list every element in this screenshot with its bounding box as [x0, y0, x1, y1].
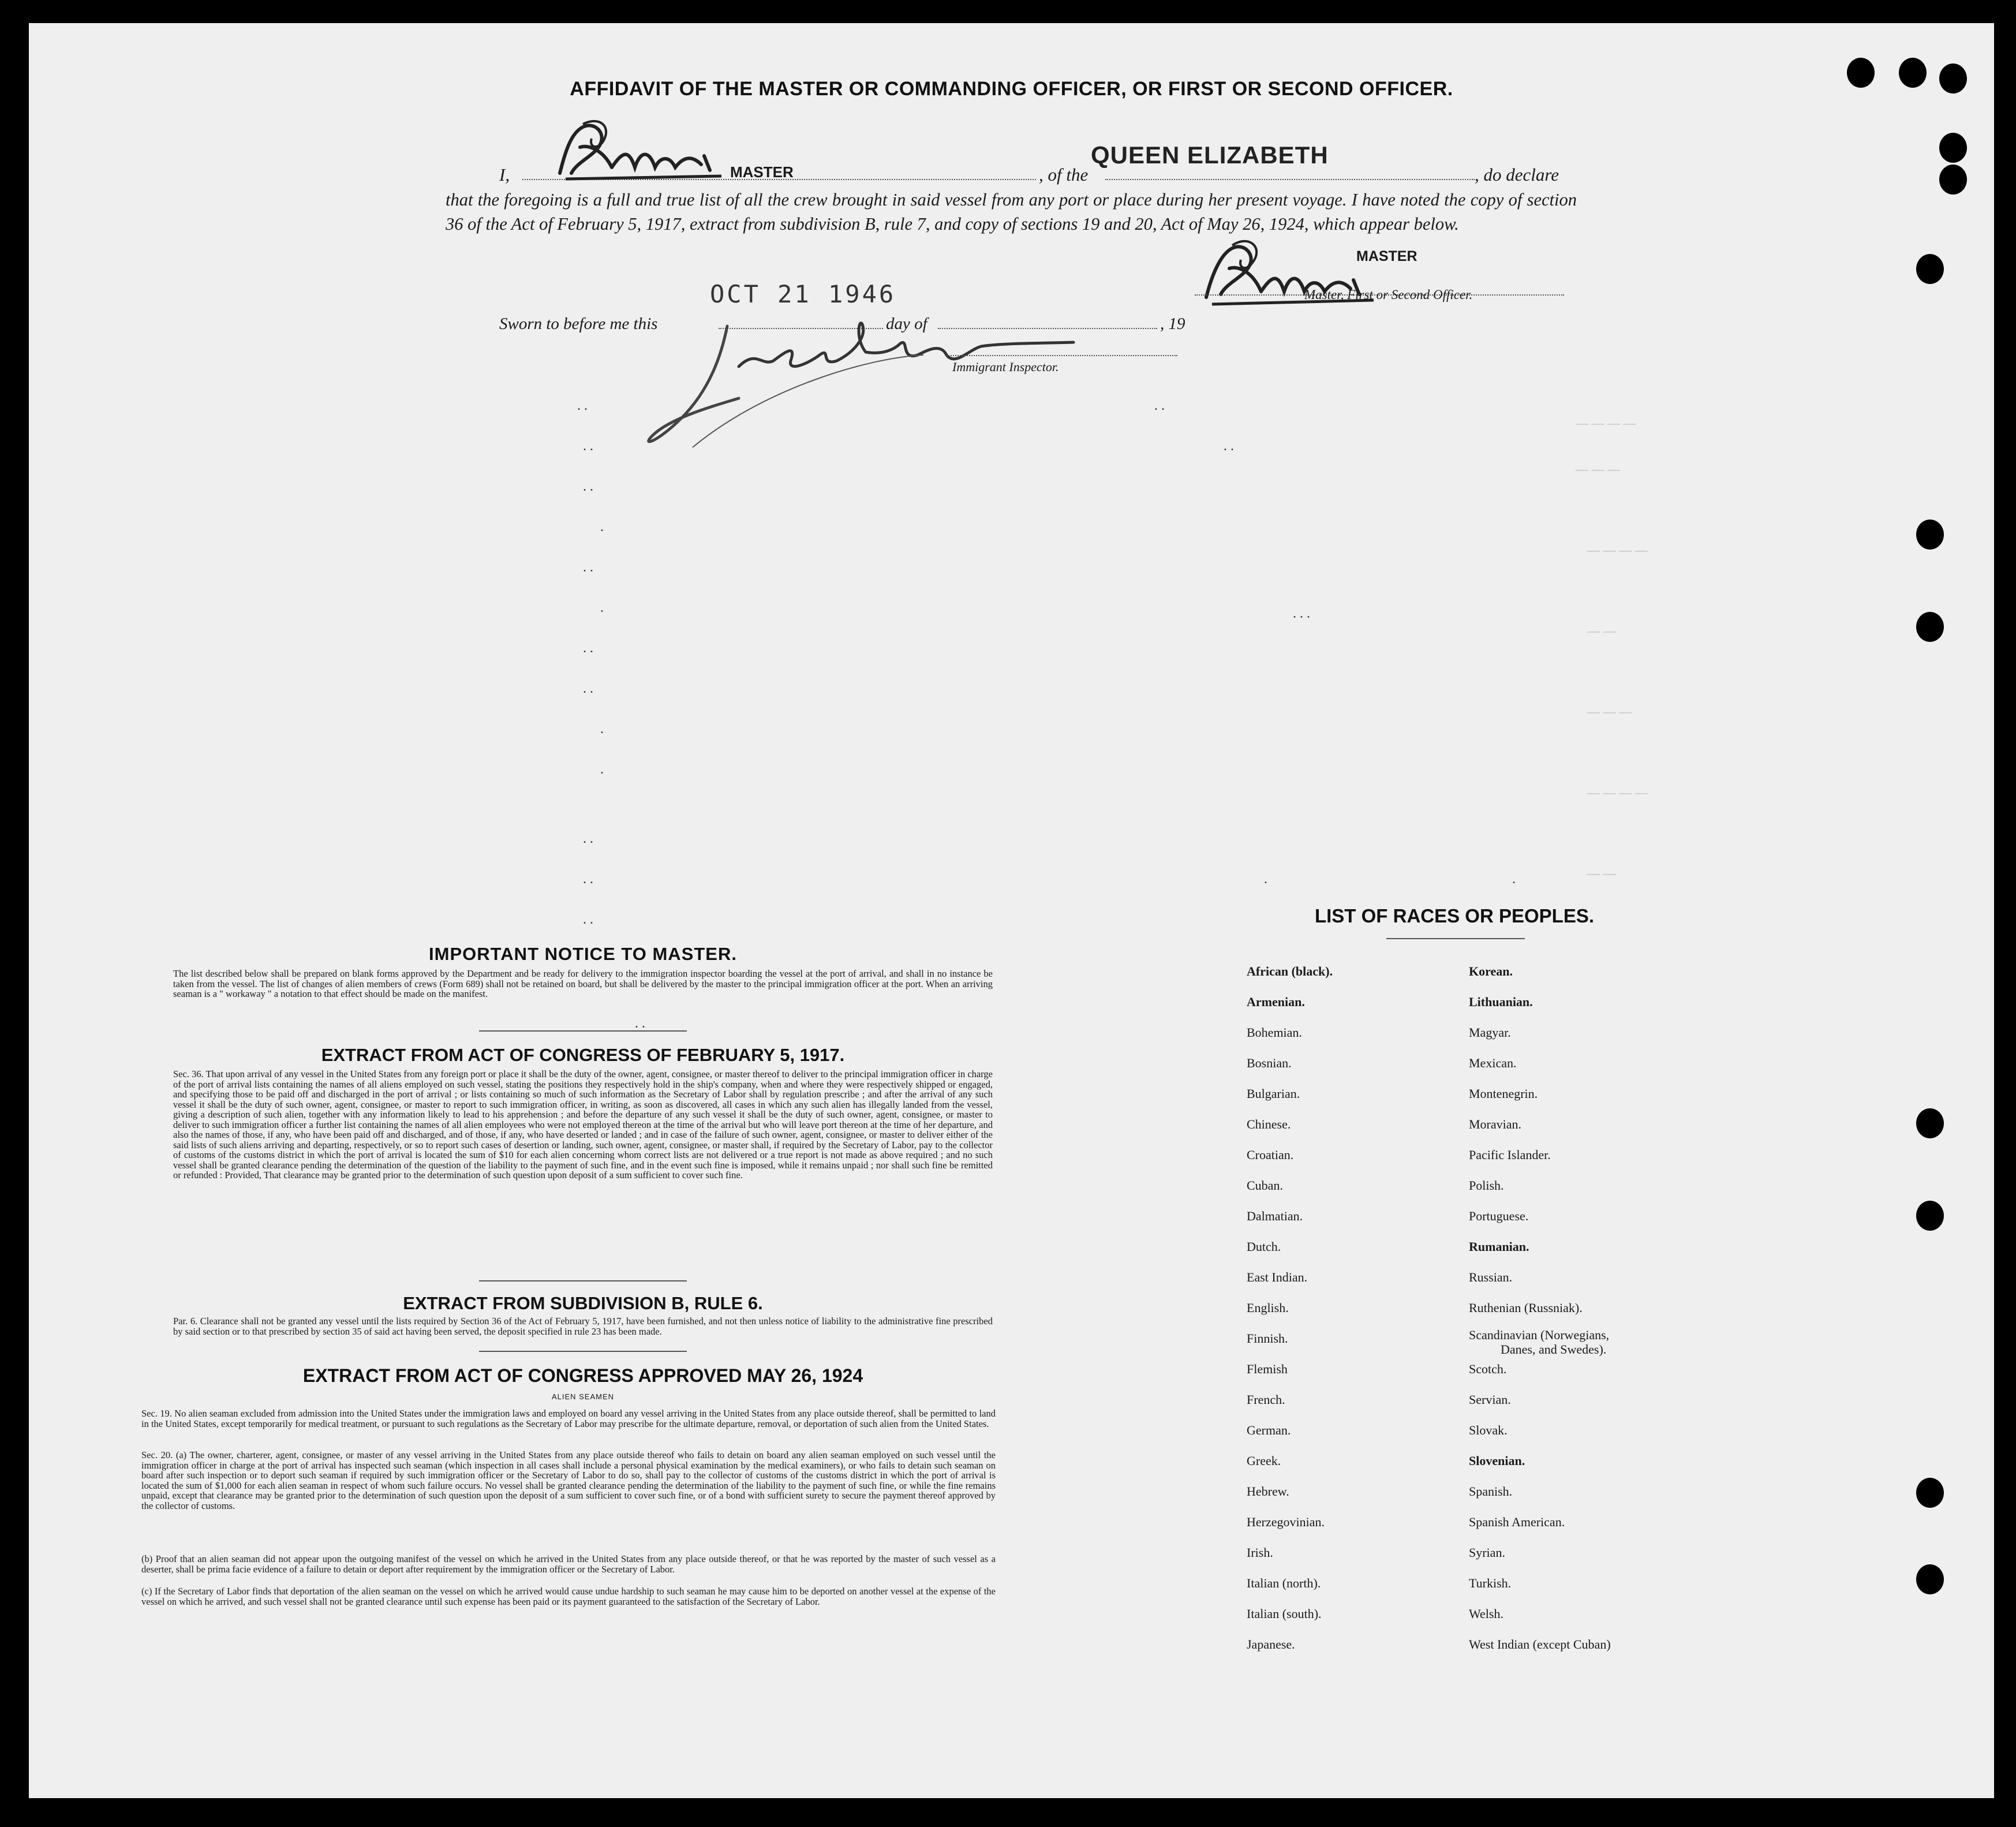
race-item: Turkish. — [1469, 1576, 1512, 1590]
punch-hole — [1916, 1564, 1944, 1594]
race-item: Slovak. — [1469, 1423, 1508, 1437]
race-item: Japanese. — [1247, 1637, 1295, 1652]
extract-1924-subtitle: ALIEN SEAMEN — [551, 1392, 615, 1401]
punch-hole — [1916, 520, 1944, 550]
race-item: Korean. — [1469, 964, 1513, 978]
race-item: Spanish American. — [1469, 1515, 1565, 1529]
stray-mark: . . — [1154, 398, 1165, 413]
punch-hole — [1916, 1201, 1944, 1231]
year-label: , 19 — [1160, 315, 1185, 333]
affidavit-body: that the foregoing is a full and true list of all the crew brought in said vessel from any port or place during her present voyage. I have noted the copy of section 36 of the Act of February 5, 1917, extract from subdivision B, rule 7, and copy of sections 19 and 20, Act of May 26, 1924, which appear below. — [446, 190, 1577, 234]
race-item: Magyar. — [1469, 1025, 1511, 1040]
race-item: East Indian. — [1247, 1270, 1308, 1284]
extract-1924-sec20c: (c) If the Secretary of Labor finds that deportation of the alien seaman on the vessel on which he arrived would cause undue hardship to such seaman he may cause him to be deported on another vessel at the expense of the vessel on which he arrived, and such vessel shall not be granted clearance until such expense has been paid or its payment guaranteed to the satisfaction of the Secretary of Labor. — [141, 1586, 996, 1607]
punch-hole — [1899, 58, 1927, 88]
day-of-label: day of — [886, 315, 927, 333]
bleed-through-text: — — — — — [1576, 416, 1636, 430]
extract-rule6-body: Par. 6. Clearance shall not be granted any vessel until the lists required by Section 36 of the Act of February 5, 1917, have been furnished, and not then unless notice of liability to the administrative fine prescribed by said section or to that prescribed by section 35 of said act having been served, the deposit specified in rule 23 has been made. — [173, 1316, 993, 1337]
race-item: Hebrew. — [1247, 1484, 1289, 1499]
stray-mark: . — [1264, 872, 1267, 887]
inspector-line — [947, 355, 1177, 356]
date-stamp: OCT 21 1946 — [710, 280, 896, 308]
stray-mark: . . — [583, 641, 593, 656]
race-item: Polish. — [1469, 1178, 1504, 1193]
stray-mark: . . — [577, 398, 588, 413]
affidavit-i-label: I, — [499, 165, 510, 185]
divider-3 — [479, 1351, 687, 1352]
of-the-label: , of the — [1039, 165, 1089, 185]
race-item: African (black). — [1247, 964, 1333, 978]
race-item: Bulgarian. — [1247, 1086, 1300, 1101]
race-item: Spanish. — [1469, 1484, 1513, 1499]
punch-hole — [1939, 165, 1967, 195]
inspector-signature — [623, 303, 1102, 459]
extract-1924-title: EXTRACT FROM ACT OF CONGRESS APPROVED MAY 26, 1924 — [302, 1365, 863, 1386]
race-item: Welsh. — [1469, 1606, 1503, 1621]
signer-rank-text: MASTER — [1356, 248, 1417, 264]
race-item: Chinese. — [1247, 1117, 1291, 1131]
bleed-through-text: — — — [1587, 623, 1616, 638]
race-item: Bohemian. — [1247, 1025, 1302, 1040]
notice-body: The list described below shall be prepared on blank forms approved by the Department and be ready for delivery to the immigration inspector boarding the vessel at the port of arrival, and shall in no instance be taken from the vessel. The list of changes of alien members of crews (Form 689) shall not be retained on board, but shall be delivered by the master to the principal immigration officer at the port. When an arriving seaman is a " workaway " a notation to that effect should be made on the manifest. — [173, 968, 993, 999]
race-item: Ruthenian (Russniak). — [1469, 1301, 1583, 1315]
stray-mark: . — [600, 600, 604, 615]
extract-1917-body: Sec. 36. That upon arrival of any vessel in the United States from any foreign port or place it shall be the duty of the owner, agent, consignee, or master thereof to deliver to the principal immigration officer in charge of the port of arrival lists containing the names of all aliens employed on such vessel, stating the positions they respectively hold in the ship's company, when and where they were respectively shipped or engaged, and specifying those to be paid off and discharged in the port of arrival ; or lists containing so much of such information as the Secretary of Labor shall by regulation prescribe ; and after the arrival of any such vessel it shall be the duty of such owner, agent, consignee, or master to report to such immigration officer, in writing, as soon as discovered, all cases in which any such alien has illegally landed from the vessel, giving a description of such alien, together with any information likely to lead to his apprehension ; and before the departure of any such vessel it shall be the duty of such owner, agent, consignee, or master to deliver to such immigration officer a further list containing the names of all alien employees who were not employed thereon at the time of the arrival but who will leave port thereon at the time of her departure, and also the names of those, if any, who have been paid off and discharged, and of those, if any, who have deserted or landed ; and in case of the failure of such owner, agent, consignee, or master to deliver either of the said lists of such aliens arriving and departing, respectively, or so to report such cases of desertion or landing, such owner, agent, consignee, or master shall, if required by the Secretary of Labor, pay to the collector of customs of the customs district in which the port of arrival is located the sum of $10 for each alien concerning whom correct lists are not delivered or a true report is not made as above required ; and no such vessel shall be granted clearance pending the determination of the question of the liability to the payment of such fine, and in the event such fine is imposed, while it remains unpaid ; nor shall such fine be remitted or refunded : Provided, That clearance may be granted prior to the determination of such question upon deposit of a sum sufficient to cover such fine. — [173, 1068, 993, 1180]
stray-mark: . — [600, 520, 604, 535]
extract-1924-sec20a: Sec. 20. (a) The owner, charterer, agent, consignee, or master of any vessel arriving in the United States from any place outside thereof who fails to detain on board any alien seaman employed on such vessel until the immigration officer in charge at the port of arrival has inspected such seaman (which inspection in all cases shall include a personal physical examination by the medical examiners), or who fails to detain such seaman on board after such inspection or to deport such seaman if required by such immigration officer or the Secretary of Labor to do so, shall pay to the collector of customs of the customs district in which the port of arrival is located the sum of $1,000 for each alien seaman in respect of whom such failure occurs. No vessel shall be granted clearance pending the determination of the liability to the payment of such fine, or while the fine remains unpaid, except that clearance may be granted prior to the determination of such question upon the deposit of a sum sufficient to cover such fine, or of a bond with sufficient surety to secure the payment thereof approved by the collector of customs. — [141, 1449, 996, 1511]
stray-mark: . — [600, 762, 604, 777]
master-rank-text: MASTER — [730, 163, 794, 181]
stray-mark: . . — [583, 831, 593, 846]
bleed-through-text: — — — [1587, 866, 1616, 880]
race-item: Moravian. — [1469, 1117, 1522, 1131]
stray-mark: . — [1512, 872, 1516, 887]
bleed-through-text: — — — — — [1587, 543, 1648, 557]
race-item: Slovenian. — [1469, 1454, 1525, 1468]
bleed-through-text: — — — — [1576, 462, 1620, 476]
do-declare-label: , do declare — [1475, 165, 1559, 185]
sworn-label: Sworn to before me this — [499, 315, 658, 333]
race-item: Cuban. — [1247, 1178, 1283, 1193]
extract-rule6-title: EXTRACT FROM SUBDIVISION B, RULE 6. — [403, 1293, 763, 1313]
race-item-continued: Danes, and Swedes). — [1501, 1342, 1607, 1357]
stray-mark: . — [600, 722, 604, 737]
stray-mark: . . — [635, 1016, 645, 1031]
stray-mark: . . — [583, 912, 593, 927]
punch-hole — [1939, 133, 1967, 163]
divider-1 — [479, 1030, 687, 1032]
race-item: Irish. — [1247, 1545, 1273, 1560]
race-item: Mexican. — [1469, 1056, 1517, 1070]
punch-hole — [1939, 63, 1967, 94]
punch-hole — [1916, 1478, 1944, 1508]
signer-caption: Master, First or Second Officer. — [1304, 287, 1473, 302]
race-item: Montenegrin. — [1469, 1086, 1538, 1101]
races-title: LIST OF RACES OR PEOPLES. — [1314, 905, 1595, 926]
race-item: Bosnian. — [1247, 1056, 1292, 1070]
race-item: Servian. — [1469, 1392, 1511, 1407]
punch-hole — [1916, 612, 1944, 642]
race-item: Finnish. — [1247, 1331, 1288, 1346]
stray-mark: . . — [583, 479, 593, 494]
extract-1924-sec20b: (b) Proof that an alien seaman did not appear upon the outgoing manifest of the vessel on which he arrived in the United States from any place outside thereof, or that he was reported by the master of such vessel as a deserter, shall be prima facie evidence of a failure to detain or deport after requirement by the immigration officer or the Secretary of Labor. — [141, 1553, 996, 1575]
divider-2 — [479, 1280, 687, 1281]
ship-name: QUEEN ELIZABETH — [1091, 141, 1329, 169]
stray-mark: . . . — [1293, 606, 1310, 621]
race-item: Lithuanian. — [1469, 995, 1533, 1009]
inspector-caption: Immigrant Inspector. — [952, 360, 1059, 374]
bleed-through-text: — — — — — [1587, 785, 1648, 799]
bleed-through-text: — — — — [1587, 704, 1632, 719]
punch-hole — [1916, 1108, 1944, 1138]
stray-mark: . . — [1224, 439, 1234, 454]
race-item: Dalmatian. — [1247, 1209, 1303, 1223]
race-item: Scotch. — [1469, 1362, 1507, 1376]
race-item: West Indian (except Cuban) — [1469, 1637, 1611, 1652]
race-item: Russian. — [1469, 1270, 1513, 1284]
race-item: English. — [1247, 1301, 1289, 1315]
race-item: Portuguese. — [1469, 1209, 1529, 1223]
extract-1917-title: EXTRACT FROM ACT OF CONGRESS OF FEBRUARY 5, 1917. — [321, 1045, 845, 1065]
stray-mark: . . — [583, 560, 593, 575]
stray-mark: . . — [583, 872, 593, 887]
race-item: German. — [1247, 1423, 1291, 1437]
affidavit-title: AFFIDAVIT OF THE MASTER OR COMMANDING OFFICER, OR FIRST OR SECOND OFFICER. — [570, 78, 1453, 100]
race-item: French. — [1247, 1392, 1285, 1407]
race-item: Pacific Islander. — [1469, 1148, 1551, 1162]
extract-1924-sec19: Sec. 19. No alien seaman excluded from admission into the United States under the immigration laws and employed on board any vessel arriving in the United States from any place outside thereof, shall be permitted to land in the United States, except temporarily for medical treatment, or pursuant to such regulations as the Secretary of Labor may prescribe for the ultimate departure, removal, or deportation of such alien from the United States. — [141, 1408, 996, 1429]
race-item: Armenian. — [1247, 995, 1305, 1009]
race-item: Italian (north). — [1247, 1576, 1321, 1590]
stray-mark: . . — [583, 681, 593, 696]
notice-title: IMPORTANT NOTICE TO MASTER. — [429, 944, 737, 964]
race-item: Greek. — [1247, 1454, 1281, 1468]
race-item: Syrian. — [1469, 1545, 1505, 1560]
race-item: Rumanian. — [1469, 1239, 1529, 1254]
race-item: Herzegovinian. — [1247, 1515, 1325, 1529]
master-signature-1 — [548, 115, 733, 188]
race-item: Croatian. — [1247, 1148, 1294, 1162]
race-item: Dutch. — [1247, 1239, 1281, 1254]
punch-hole — [1916, 254, 1944, 284]
race-item: Italian (south). — [1247, 1606, 1322, 1621]
races-divider — [1386, 938, 1525, 939]
race-item: Flemish — [1247, 1362, 1288, 1376]
document-page — [29, 23, 1994, 1798]
punch-hole — [1847, 58, 1875, 88]
race-item: Scandinavian (Norwegians, — [1469, 1328, 1610, 1342]
stray-mark: . . — [583, 439, 593, 454]
